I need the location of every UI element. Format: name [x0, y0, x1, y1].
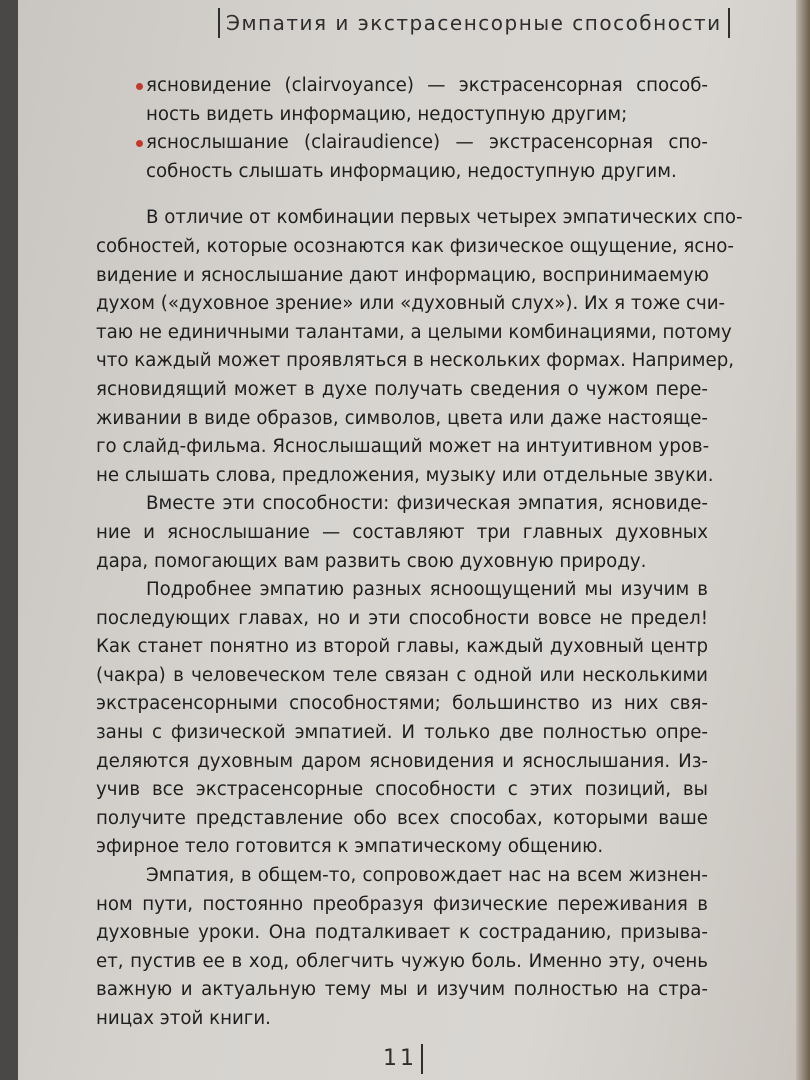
text-line: духом («духовное зрение» или «духовный слух»). Их я тоже счи- — [96, 293, 726, 315]
text-line: не слышать слова, предложения, музыку или отдельные звуки. — [96, 464, 714, 486]
text-line: заны с физической эмпатией. И только две полностью опре- — [96, 722, 708, 744]
text-line: ность видеть информацию, недоступную другим; — [146, 103, 628, 125]
text-line: ние и яснослышание — составляют три главных духовных — [96, 521, 708, 543]
text-line: что каждый может проявляться в нескольких формах. Например, — [96, 350, 735, 372]
text-line: В отличие от комбинации первых четырех эмпатических спо- — [146, 207, 743, 229]
page-edge — [796, 0, 810, 1080]
bullet-dot-icon — [136, 83, 143, 90]
text-line: Вместе эти способности: физическая эмпатия, ясновиде- — [146, 493, 708, 515]
text-line: эфирное тело готовится к эмпатическому общению. — [96, 836, 604, 858]
text-line: собность слышать информацию, недоступную другим. — [146, 160, 677, 182]
page-number — [383, 1044, 423, 1074]
text-line: Эмпатия, в общем-то, сопровождает нас на всем жизнен- — [146, 865, 708, 887]
text-line: ет, пустив ее в ход, облегчить чужую боль. Именно эту, очень — [96, 950, 708, 972]
text-line: ясновидящий может в духе получать сведения о чужом пере- — [96, 378, 708, 400]
text-line: ясновидение (clairvoyance) — экстрасенсорная способ- — [146, 75, 708, 96]
bullet-dot-icon — [136, 140, 143, 147]
text-line: дара, помогающих вам развить свою духовную природу. — [96, 550, 647, 572]
body-text — [96, 72, 743, 1034]
text-line: ницах этой книги. — [96, 1008, 271, 1029]
text-line: последующих главах, но и эти способности вовсе не предел! — [96, 607, 708, 629]
running-header-title: Эмпатия и экстрасенсорные способности — [226, 11, 722, 35]
text-line: получите представление обо всех способах, которыми ваше — [96, 807, 708, 829]
book-page — [18, 0, 810, 1080]
text-line: го слайд-фильма. Яснослышащий может на интуитивном уров- — [96, 436, 710, 458]
bullet-item — [96, 72, 708, 129]
text-line: экстрасенсорными способностями; большинство из них свя- — [96, 693, 708, 715]
text-line: учив все экстрасенсорные способности с этих позиций, вы — [96, 779, 708, 801]
paragraph-block — [96, 204, 743, 1033]
text-line: важную и актуальную тему мы и изучим полностью на стра- — [96, 979, 708, 1001]
text-line: Подробнее эмпатию разных ясноощущений мы изучим в — [146, 579, 708, 601]
text-line: (чакра) в человеческом теле связан с одной или несколькими — [96, 664, 708, 686]
folio-divider — [421, 1044, 423, 1074]
page-number-text: 11 — [383, 1046, 417, 1071]
bullet-item — [96, 129, 708, 186]
text-line: духовные уроки. Она подталкивает к состраданию, призыва- — [96, 922, 708, 944]
running-header — [218, 8, 730, 38]
text-line: таю не единичными талантами, а целыми комбинациями, потому — [96, 321, 732, 343]
text-line: деляются духовным даром ясновидения и яснослышания. Из- — [96, 750, 708, 772]
header-divider-right — [728, 8, 730, 38]
text-line: ном пути, постоянно преобразуя физические переживания в — [96, 893, 708, 915]
text-line: видение и яснослышание дают информацию, воспринимаемую — [96, 264, 709, 286]
text-line: Как станет понятно из второй главы, каждый духовный центр — [96, 636, 708, 658]
text-line: яснослышание (clairaudience) — экстрасенсорная спо- — [146, 132, 708, 154]
text-line: живании в виде образов, символов, цвета или даже настояще- — [96, 407, 708, 429]
text-line: собностей, которые осознаются как физическое ощущение, ясно- — [96, 235, 734, 257]
